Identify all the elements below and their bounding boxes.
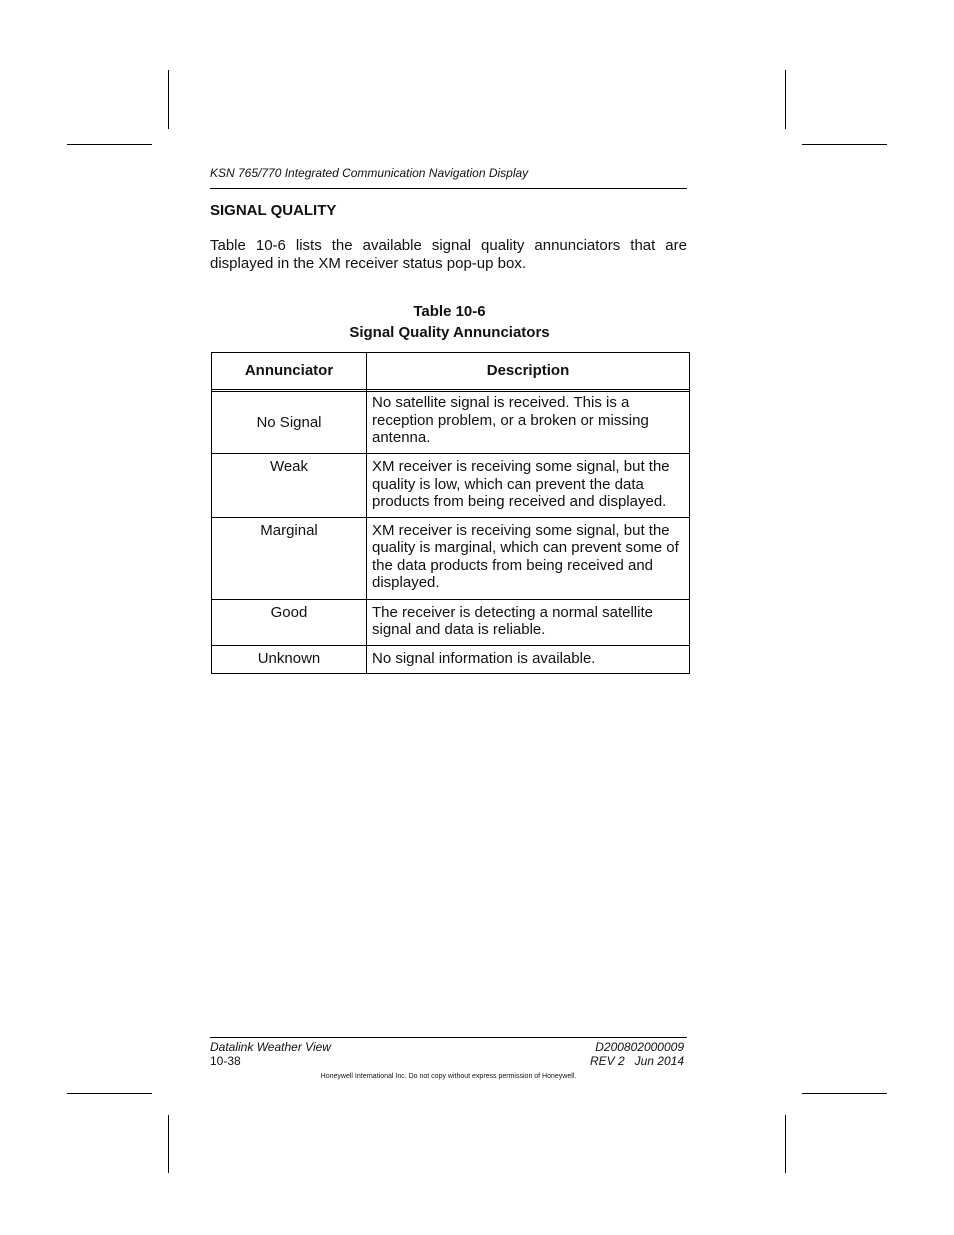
description-cell: The receiver is detecting a normal satellite signal and data is reliable. xyxy=(367,599,690,645)
table-number: Table 10-6 xyxy=(413,303,486,320)
crop-mark-top-right-vertical xyxy=(785,70,786,129)
description-cell: No signal information is available. xyxy=(367,645,690,673)
annunciator-cell: Unknown xyxy=(212,645,367,673)
crop-mark-bottom-right-horizontal xyxy=(802,1093,887,1094)
annunciator-cell: Marginal xyxy=(212,517,367,599)
header-rule xyxy=(210,188,687,189)
footer-doc-number: D200802000009 xyxy=(595,1040,684,1054)
column-header-annunciator: Annunciator xyxy=(212,353,367,390)
crop-mark-top-left-vertical xyxy=(168,70,169,129)
footer-left-block xyxy=(210,1040,331,1068)
section-heading: SIGNAL QUALITY xyxy=(210,202,337,219)
description-cell: No satellite signal is received. This is a reception problem, or a broken or missing antenna. xyxy=(367,392,690,454)
table-header-row xyxy=(212,353,690,390)
table-row xyxy=(212,392,690,454)
crop-mark-bottom-left-horizontal xyxy=(67,1093,152,1094)
column-header-description: Description xyxy=(367,353,690,390)
table-row xyxy=(212,599,690,645)
crop-mark-top-left-horizontal xyxy=(67,144,152,145)
table-row xyxy=(212,454,690,518)
description-cell: XM receiver is receiving some signal, but the quality is low, which can prevent the data products from being received and displayed. xyxy=(367,454,690,518)
running-header: KSN 765/770 Integrated Communication Navigation Display xyxy=(210,166,529,180)
footer-rule xyxy=(210,1037,687,1038)
body-paragraph: Table 10-6 lists the available signal quality annunciators that are displayed in the XM receiver status pop-up box. xyxy=(210,237,687,272)
description-cell: XM receiver is receiving some signal, but the quality is marginal, which can prevent some of the data products from being received and displayed. xyxy=(367,517,690,599)
annunciator-table xyxy=(211,352,690,674)
crop-mark-bottom-right-vertical xyxy=(785,1115,786,1173)
table-row xyxy=(212,645,690,673)
table-row xyxy=(212,517,690,599)
annunciator-cell: Weak xyxy=(212,454,367,518)
crop-mark-top-right-horizontal xyxy=(802,144,887,145)
table-caption: Signal Quality Annunciators xyxy=(349,324,550,341)
footer-page-number: 10-38 xyxy=(210,1054,241,1068)
annunciator-cell: Good xyxy=(212,599,367,645)
crop-mark-bottom-left-vertical xyxy=(168,1115,169,1173)
footer-section-name: Datalink Weather View xyxy=(210,1040,331,1054)
footer-revision: REV 2 Jun 2014 xyxy=(589,1054,684,1068)
annunciator-cell: No Signal xyxy=(212,392,367,454)
footer-right-block xyxy=(590,1040,684,1068)
copyright-notice: Honeywell International Inc. Do not copy without express permission of Honeywell. xyxy=(320,1073,577,1080)
